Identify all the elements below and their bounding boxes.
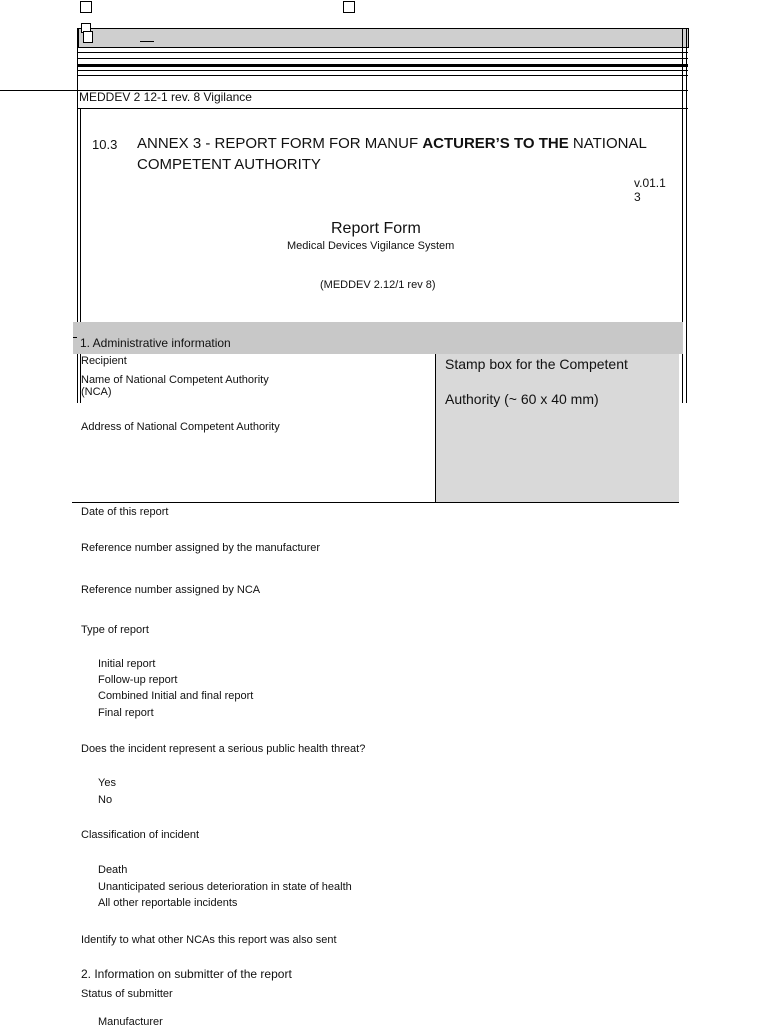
stamp-line2: Authority (~ 60 x 40 mm) — [445, 391, 599, 407]
ref-manufacturer-label: Reference number assigned by the manufacturer — [81, 542, 321, 554]
threat-option-no[interactable]: No — [98, 794, 113, 806]
form-subtitle: Medical Devices Vigilance System — [287, 240, 455, 252]
annex-title — [137, 135, 647, 152]
annex-title-part1: ANNEX 3 - REPORT FORM FOR MANUF — [137, 135, 419, 152]
recipient-label: Recipient — [81, 355, 127, 367]
section2-heading: 2. Information on submitter of the report — [81, 967, 292, 981]
nca-address-label: Address of National Competent Authority — [81, 421, 280, 433]
version-line1: v.01.1 — [634, 176, 666, 190]
annex-number: 10.3 — [92, 137, 118, 152]
submitter-option-manufacturer[interactable]: Manufacturer — [98, 1016, 163, 1028]
date-label: Date of this report — [81, 506, 169, 518]
other-ncas-label: Identify to what other NCAs this report was also sent — [81, 934, 337, 946]
header-rule — [78, 52, 688, 53]
type-option-combined[interactable]: Combined Initial and final report — [98, 690, 254, 702]
stamp-box-divider — [435, 354, 436, 502]
classification-label: Classification of incident — [81, 829, 200, 841]
header-rule — [78, 75, 688, 76]
header-dash — [140, 41, 154, 42]
recipient-bottom-rule — [72, 502, 679, 503]
header-rule — [78, 108, 688, 109]
nca-name-label-cont: (NCA) — [81, 386, 112, 398]
classification-option-other[interactable]: All other reportable incidents — [98, 897, 238, 909]
form-checkbox[interactable] — [83, 31, 93, 43]
ref-nca-label: Reference number assigned by NCA — [81, 584, 261, 596]
form-title: Report Form — [331, 220, 421, 237]
type-option-initial[interactable]: Initial report — [98, 658, 156, 670]
annex-title-part2: NATIONAL — [572, 135, 647, 152]
nca-name-label: Name of National Competent Authority — [81, 374, 269, 386]
threat-option-yes[interactable]: Yes — [98, 777, 116, 789]
annex-title-line2: COMPETENT AUTHORITY — [137, 156, 321, 173]
section1-header-rule — [73, 337, 77, 338]
form-checkbox[interactable] — [343, 1, 355, 13]
threat-label: Does the incident represent a serious public health threat? — [81, 743, 366, 755]
type-option-final[interactable]: Final report — [98, 707, 154, 719]
header-rule — [78, 64, 688, 67]
classification-option-death[interactable]: Death — [98, 864, 128, 876]
annex-title-bold: ACTURER’S TO THE — [422, 135, 569, 152]
header-rule — [78, 70, 688, 71]
header-band — [78, 28, 689, 48]
type-option-follow-up[interactable]: Follow-up report — [98, 674, 178, 686]
classification-option-deterioration[interactable]: Unanticipated serious deterioration in state of health — [98, 881, 352, 893]
stamp-box — [436, 354, 679, 502]
meddev-reference: MEDDEV 2 12-1 rev. 8 Vigilance — [79, 90, 252, 104]
version-line2: 3 — [634, 190, 641, 204]
header-rule — [78, 58, 688, 59]
stamp-line1: Stamp box for the Competent — [445, 356, 628, 372]
section1-heading: 1. Administrative information — [80, 336, 231, 350]
frame-line — [686, 28, 687, 403]
type-label: Type of report — [81, 624, 149, 636]
submitter-status-label: Status of submitter — [81, 988, 173, 1000]
form-checkbox[interactable] — [80, 1, 92, 13]
form-reference: (MEDDEV 2.12/1 rev 8) — [320, 279, 436, 291]
